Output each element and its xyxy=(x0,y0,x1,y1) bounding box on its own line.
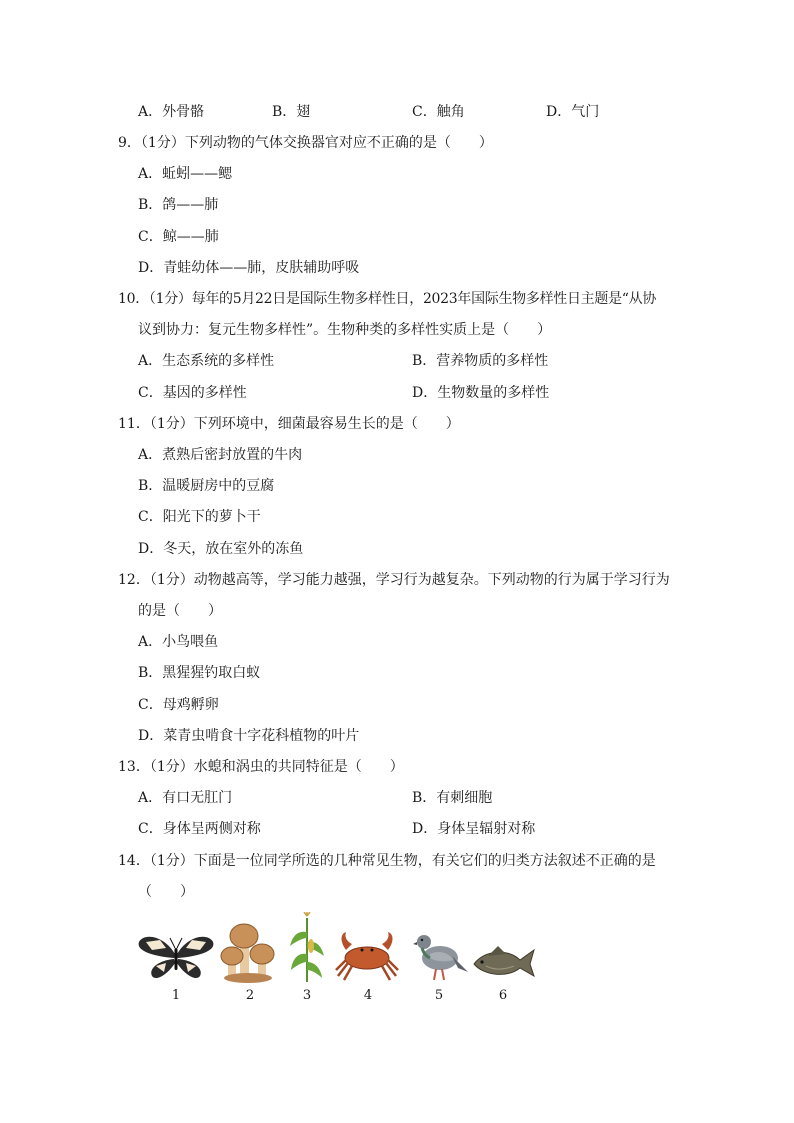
q8-option-b: B．翅 xyxy=(272,104,311,120)
organism-number-1: 1 xyxy=(171,988,181,1003)
organism-number-2: 2 xyxy=(245,988,255,1003)
q10-option-c: C．基因的多样性 xyxy=(138,385,247,401)
organism-number-5: 5 xyxy=(434,988,444,1003)
q8-option-d: D．气门 xyxy=(546,104,600,120)
q9-option-c: C．鲸——肺 xyxy=(138,229,219,245)
q14-stem-line2: （ ） xyxy=(138,884,194,900)
organism-3 xyxy=(290,912,324,984)
q12-option-a: A．小鸟喂鱼 xyxy=(138,634,219,650)
organism-number-3: 3 xyxy=(302,988,312,1003)
q13-option-a: A．有口无肛门 xyxy=(138,790,233,806)
q13-option-c: C．身体呈两侧对称 xyxy=(138,821,261,837)
organism-4 xyxy=(332,930,402,982)
organism-figure xyxy=(136,912,536,1004)
q10-option-d: D．生物数量的多样性 xyxy=(412,385,550,401)
q14-stem-line1: 14．（1分）下面是一位同学所选的几种常见生物，有关它们的归类方法叙述不正确的是 xyxy=(118,853,656,869)
q11-option-b: B．温暖厨房中的豆腐 xyxy=(138,478,275,494)
fish-icon xyxy=(472,942,536,982)
q11-stem: 11．（1分）下列环境中，细菌最容易生长的是（ ） xyxy=(118,416,460,432)
organism-1 xyxy=(136,930,216,982)
q10-option-a: A．生态系统的多样性 xyxy=(138,353,275,369)
q12-option-c: C．母鸡孵卵 xyxy=(138,697,219,713)
q8-option-c: C．触角 xyxy=(412,104,465,120)
q11-option-d: D．冬天，放在室外的冻鱼 xyxy=(138,541,304,557)
q8-option-a: A．外骨骼 xyxy=(138,104,205,120)
q9-stem: 9．（1分）下列动物的气体交换器官对应不正确的是（ ） xyxy=(118,135,493,151)
q9-option-a: A．蚯蚓——鳃 xyxy=(138,166,233,182)
butterfly-icon xyxy=(136,930,216,982)
q13-option-d: D．身体呈辐射对称 xyxy=(412,821,536,837)
q10-option-b: B．营养物质的多样性 xyxy=(412,353,549,369)
q11-option-a: A．煮熟后密封放置的牛肉 xyxy=(138,447,303,463)
crab-icon xyxy=(332,930,402,982)
q8-options-row xyxy=(138,102,658,122)
organism-number-6: 6 xyxy=(498,988,508,1003)
mushroom-icon xyxy=(218,920,280,984)
pigeon-icon xyxy=(412,928,470,984)
q10-stem-line1: 10．（1分）每年的5月22日是国际生物多样性日，2023年国际生物多样性日主题是“从协 xyxy=(118,291,657,307)
q12-stem-line2: 的是（ ） xyxy=(138,603,222,619)
q13-stem: 13．（1分）水螅和涡虫的共同特征是（ ） xyxy=(118,759,404,775)
q9-option-d: D．青蛙幼体——肺，皮肤辅助呼吸 xyxy=(138,260,360,276)
q13-option-b: B．有刺细胞 xyxy=(412,790,493,806)
corn-plant-icon xyxy=(290,912,324,984)
organism-number-4: 4 xyxy=(363,988,373,1003)
organism-6 xyxy=(472,942,536,982)
q10-stem-line2: 议到协力：复元生物多样性”。生物种类的多样性实质上是（ ） xyxy=(138,322,552,338)
q12-option-d: D．菜青虫啃食十字花科植物的叶片 xyxy=(138,728,360,744)
q9-option-b: B．鸽——肺 xyxy=(138,197,219,213)
q12-option-b: B．黑猩猩钓取白蚁 xyxy=(138,665,261,681)
q12-stem-line1: 12．（1分）动物越高等，学习能力越强，学习行为越复杂。下列动物的行为属于学习行为 xyxy=(118,572,670,588)
organism-5 xyxy=(412,928,470,984)
organism-2 xyxy=(218,920,280,984)
q11-option-c: C．阳光下的萝卜干 xyxy=(138,509,261,525)
